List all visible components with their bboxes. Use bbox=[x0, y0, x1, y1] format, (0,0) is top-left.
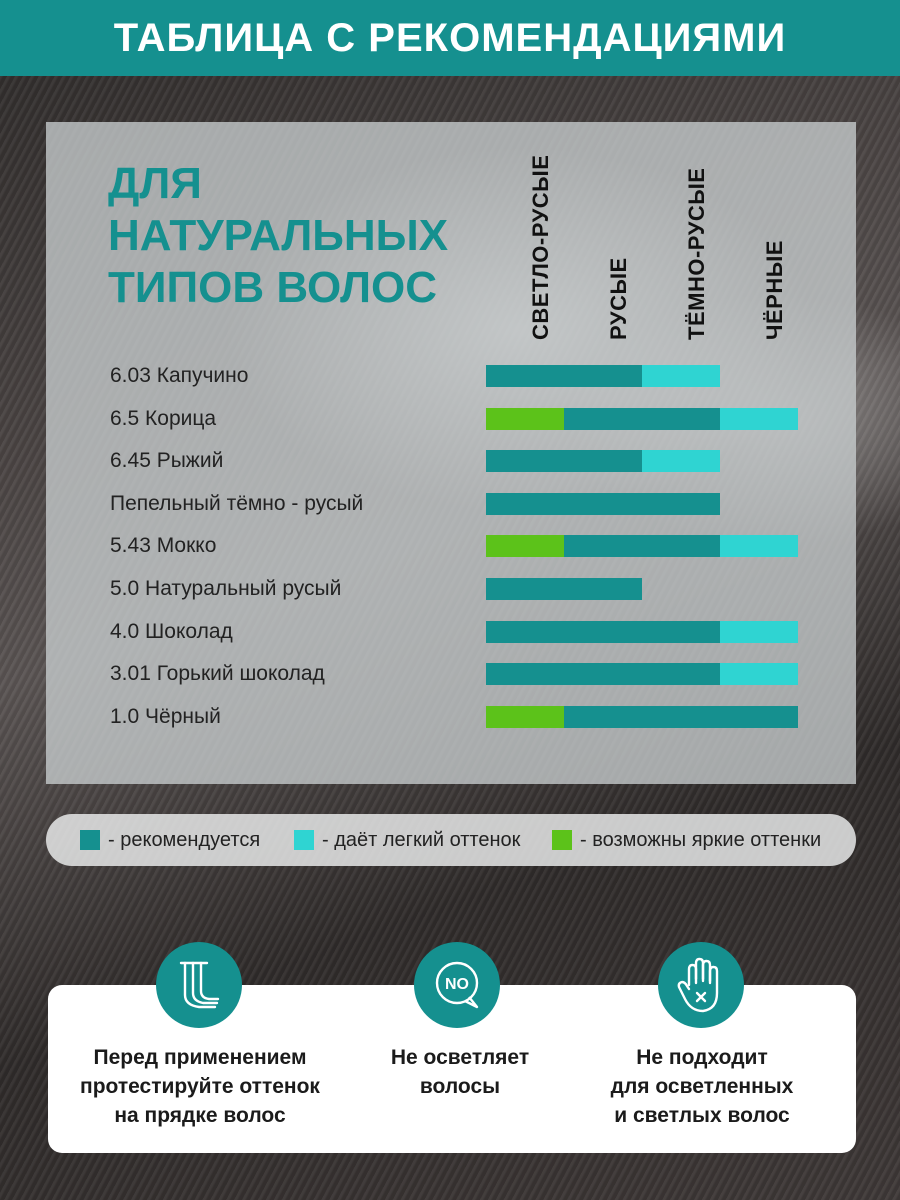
shade-label: 6.5 Корица bbox=[110, 406, 217, 430]
shade-label: 6.45 Рыжий bbox=[110, 449, 224, 473]
bar-segment-recommended bbox=[486, 663, 564, 685]
shade-bar bbox=[486, 535, 798, 557]
bar-segment-recommended bbox=[486, 365, 564, 387]
panel-title-line: НАТУРАЛЬНЫХ bbox=[108, 211, 449, 260]
bar-segment-recommended bbox=[564, 408, 642, 430]
bar-segment-recommended bbox=[564, 663, 642, 685]
shade-label: 5.43 Мокко bbox=[110, 534, 217, 558]
bar-segment-light-tint bbox=[720, 621, 798, 643]
bar-segment-recommended bbox=[642, 706, 720, 728]
bar-segment-recommended bbox=[486, 621, 564, 643]
feature-line: на прядке волос bbox=[114, 1104, 286, 1127]
bar-segment-light-tint bbox=[720, 408, 798, 430]
bar-segment-recommended bbox=[564, 706, 642, 728]
bar-segment-recommended bbox=[564, 621, 642, 643]
hair-strands-icon bbox=[156, 942, 242, 1028]
legend-label: - рекомендуется bbox=[108, 828, 261, 851]
column-header-black bbox=[742, 122, 787, 342]
panel-title bbox=[108, 158, 449, 314]
legend-label: - возможны яркие оттенки bbox=[580, 828, 822, 851]
panel-title-line: ДЛЯ bbox=[108, 159, 202, 208]
bar-segment-recommended bbox=[642, 621, 720, 643]
feature-text-no-bleach bbox=[320, 1043, 600, 1101]
column-header-dark-brown bbox=[664, 122, 709, 342]
shade-bar bbox=[486, 450, 720, 472]
column-header-label: ЧЁРНЫЕ bbox=[762, 240, 787, 340]
legend-item-light-tint bbox=[294, 814, 520, 866]
column-header-label: ТЁМНО-РУСЫЕ bbox=[684, 167, 709, 340]
bar-segment-bright bbox=[486, 535, 564, 557]
column-header-brown bbox=[586, 122, 631, 342]
panel-title-line: ТИПОВ ВОЛОС bbox=[108, 263, 438, 312]
bar-segment-light-tint bbox=[720, 663, 798, 685]
bar-segment-light-tint bbox=[720, 535, 798, 557]
bar-segment-recommended bbox=[642, 408, 720, 430]
legend bbox=[46, 814, 856, 866]
column-header-light-brown bbox=[508, 122, 553, 342]
bar-segment-recommended bbox=[642, 535, 720, 557]
feature-line: волосы bbox=[419, 1075, 501, 1098]
feature-line: и светлых волос bbox=[614, 1104, 790, 1127]
bar-segment-recommended bbox=[564, 450, 642, 472]
bar-segment-light-tint bbox=[642, 450, 720, 472]
legend-swatch bbox=[294, 830, 314, 850]
feature-line: Не осветляет bbox=[390, 1046, 530, 1069]
shade-label: 1.0 Чёрный bbox=[110, 704, 221, 728]
legend-item-recommended bbox=[80, 814, 260, 866]
bar-segment-recommended bbox=[486, 578, 564, 600]
no-badge-text: NO bbox=[445, 976, 469, 993]
feature-line: Не подходит bbox=[636, 1046, 768, 1069]
feature-text-not-for-light bbox=[562, 1043, 842, 1130]
bar-segment-bright bbox=[486, 706, 564, 728]
shade-label: 3.01 Горький шоколад bbox=[110, 662, 325, 686]
shade-bar bbox=[486, 578, 642, 600]
shade-bar bbox=[486, 408, 798, 430]
column-header-label: СВЕТЛО-РУСЫЕ bbox=[528, 154, 553, 340]
legend-swatch bbox=[552, 830, 572, 850]
bar-segment-recommended bbox=[564, 578, 642, 600]
shade-bar bbox=[486, 621, 798, 643]
shade-bar bbox=[486, 706, 798, 728]
shade-label: Пепельный тёмно - русый bbox=[110, 491, 364, 515]
bar-segment-recommended bbox=[720, 706, 798, 728]
bar-segment-recommended bbox=[564, 365, 642, 387]
bar-segment-recommended bbox=[486, 493, 564, 515]
legend-label: - даёт легкий оттенок bbox=[322, 828, 521, 851]
page-title: ТАБЛИЦА С РЕКОМЕНДАЦИЯМИ bbox=[113, 15, 787, 60]
feature-text-test-strand bbox=[60, 1043, 340, 1130]
recommendation-panel bbox=[46, 122, 856, 784]
feature-line: протестируйте оттенок bbox=[80, 1075, 320, 1098]
bar-segment-recommended bbox=[642, 663, 720, 685]
shade-label: 5.0 Натуральный русый bbox=[110, 577, 342, 600]
bar-segment-recommended bbox=[564, 493, 642, 515]
feature-line: Перед применением bbox=[93, 1046, 307, 1069]
shade-bar bbox=[486, 493, 720, 515]
legend-swatch bbox=[80, 830, 100, 850]
bar-segment-recommended bbox=[564, 535, 642, 557]
legend-item-bright bbox=[552, 814, 821, 866]
bar-segment-bright bbox=[486, 408, 564, 430]
column-header-label: РУСЫЕ bbox=[606, 257, 631, 340]
bar-segment-recommended bbox=[486, 450, 564, 472]
header-banner bbox=[0, 0, 900, 76]
no-speech-bubble-icon bbox=[414, 942, 500, 1028]
shade-label: 4.0 Шоколад bbox=[110, 619, 233, 643]
bar-segment-light-tint bbox=[642, 365, 720, 387]
shade-bar bbox=[486, 365, 720, 387]
bar-segment-recommended bbox=[642, 493, 720, 515]
feature-line: для осветленных bbox=[610, 1075, 794, 1098]
shade-label: 6.03 Капучино bbox=[110, 364, 249, 387]
hand-stop-icon bbox=[658, 942, 744, 1028]
shade-bar bbox=[486, 663, 798, 685]
